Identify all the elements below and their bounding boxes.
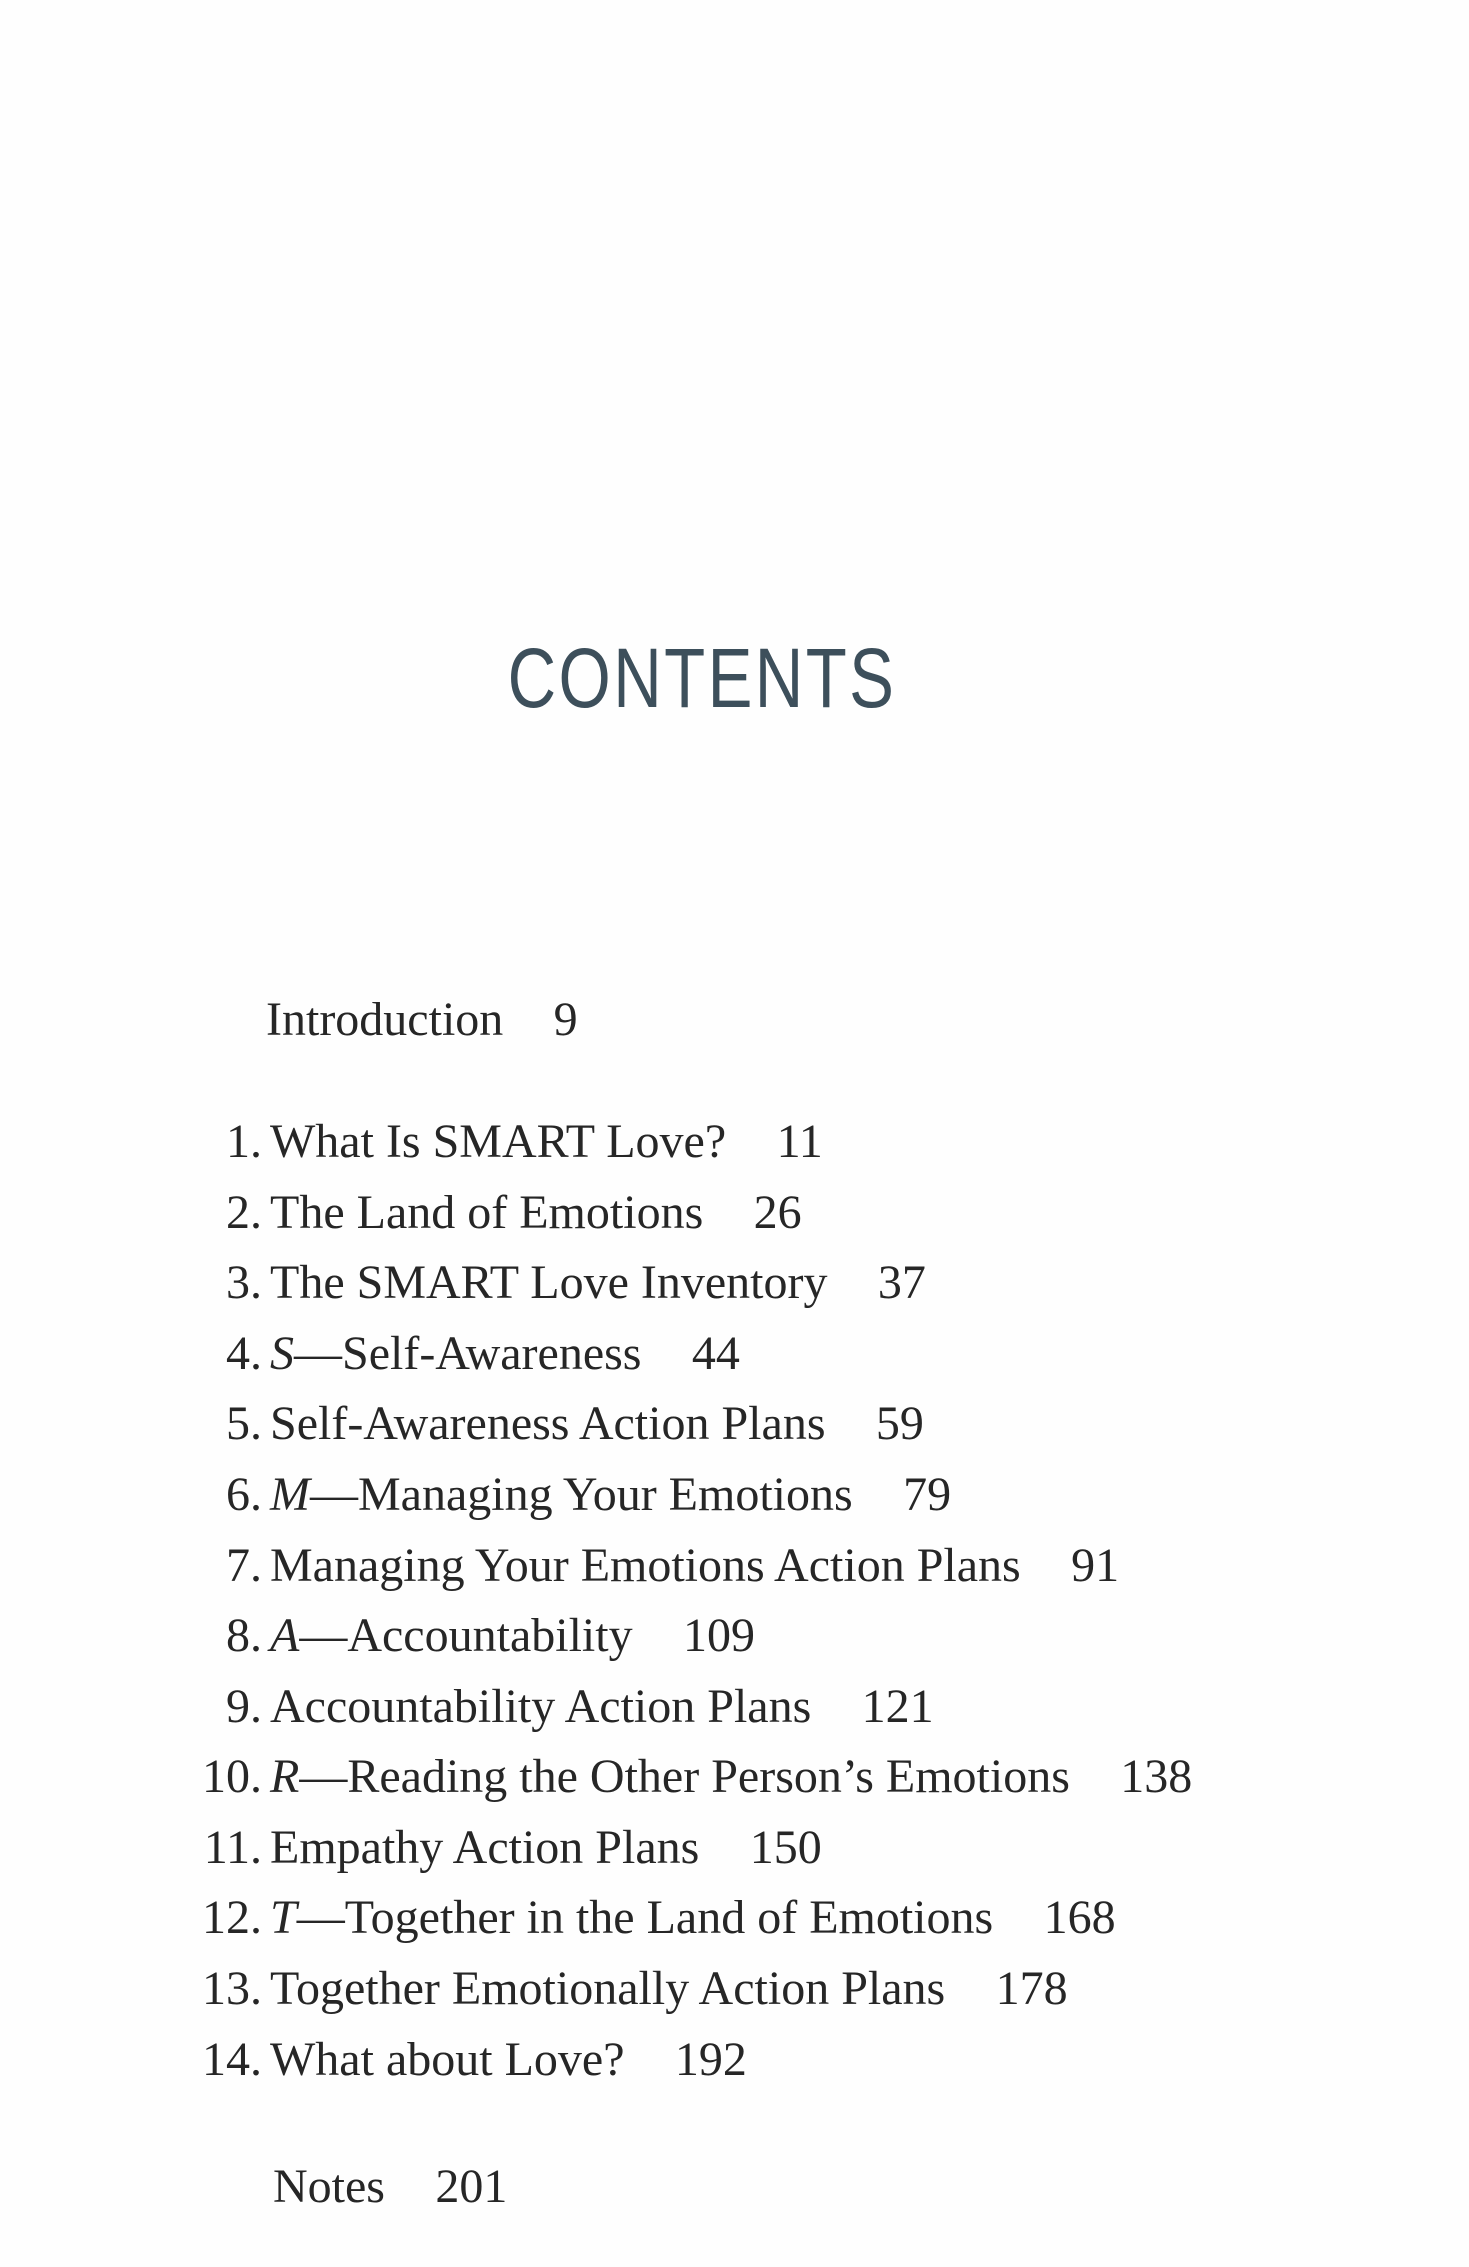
chapter-letter: S [270, 1327, 294, 1380]
toc-page-number: 150 [749, 1821, 822, 1874]
chapter-number: 9. [226, 1680, 262, 1733]
chapter-title: Accountability [347, 1609, 633, 1662]
toc-entry-title: Notes [273, 2160, 385, 2213]
toc-entry-text [270, 1539, 1120, 1592]
chapter-title: Self-Awareness Action Plans [270, 1397, 826, 1450]
toc-page-number: 79 [903, 1468, 952, 1521]
chapter-number: 2. [226, 1186, 262, 1239]
chapter-number: 1. [226, 1115, 262, 1168]
chapter-number: 11. [203, 1821, 262, 1874]
chapter-letter: T [270, 1891, 297, 1944]
chapter-number: 14. [202, 2033, 262, 2086]
em-dash: — [309, 1468, 358, 1521]
toc-page-number: 121 [861, 1680, 934, 1733]
chapter-number: 12. [202, 1891, 262, 1944]
toc-entry-text [270, 1609, 755, 1662]
chapter-title: Together in the Land of Emotions [344, 1891, 994, 1944]
chapter-title: What about Love? [270, 2033, 625, 2086]
chapter-number: 4. [226, 1327, 262, 1380]
toc-page-number: 59 [875, 1397, 924, 1450]
toc-entry-text [270, 1821, 822, 1874]
toc-page-number: 192 [674, 2033, 747, 2086]
chapter-number: 10. [202, 1750, 262, 1803]
toc-entry-text [270, 1680, 934, 1733]
toc-entry-text [273, 2160, 508, 2213]
toc-entry-text [270, 1891, 1116, 1944]
chapter-title: Managing Your Emotions [357, 1468, 853, 1521]
em-dash: — [299, 1750, 348, 1803]
chapter-title: The Land of Emotions [270, 1186, 704, 1239]
chapter-number: 6. [226, 1468, 262, 1521]
chapter-number: 5. [226, 1397, 262, 1450]
chapter-title: Reading the Other Person’s Emotions [347, 1750, 1070, 1803]
em-dash: — [294, 1327, 342, 1380]
toc-entry-text [270, 1256, 926, 1309]
chapter-letter: R [270, 1750, 300, 1803]
toc-page-number: 168 [1043, 1891, 1116, 1944]
em-dash: — [296, 1891, 345, 1944]
page-title: CONTENTS [507, 631, 897, 725]
toc-entry-text [270, 1962, 1068, 2015]
toc-page-number: 26 [753, 1186, 802, 1239]
chapter-title: Managing Your Emotions Action Plans [270, 1539, 1021, 1592]
toc-entry-text [270, 1115, 823, 1168]
chapter-letter: A [270, 1609, 300, 1662]
toc-page-number: 201 [435, 2160, 508, 2213]
toc-page-number: 37 [877, 1256, 926, 1309]
toc-page-number: 11 [776, 1115, 823, 1168]
toc-entry-text [270, 1327, 740, 1380]
toc-entry-text [266, 993, 578, 1046]
toc-entry-text [270, 1397, 924, 1450]
toc-entry-text [270, 2033, 747, 2086]
chapter-title: Self-Awareness [342, 1327, 642, 1380]
toc-entry-text [270, 1468, 952, 1521]
chapter-title: The SMART Love Inventory [270, 1256, 828, 1309]
chapter-title: What Is SMART Love? [270, 1115, 727, 1168]
toc-entry-title: Introduction [266, 993, 504, 1046]
chapter-number: 13. [202, 1962, 262, 2015]
chapter-number: 3. [226, 1256, 262, 1309]
chapter-title: Together Emotionally Action Plans [270, 1962, 946, 2015]
toc-page-number: 9 [553, 993, 578, 1046]
chapter-letter: M [270, 1468, 310, 1521]
toc-entry-text [270, 1750, 1193, 1803]
toc-page-number: 178 [995, 1962, 1068, 2015]
toc-entry-text [270, 1186, 802, 1239]
toc-page-number: 109 [682, 1609, 755, 1662]
chapter-title: Accountability Action Plans [270, 1680, 812, 1733]
toc-page-number: 44 [691, 1327, 740, 1380]
toc-page-number: 138 [1120, 1750, 1193, 1803]
chapter-title: Empathy Action Plans [270, 1821, 700, 1874]
chapter-number: 8. [226, 1609, 262, 1662]
em-dash: — [299, 1609, 348, 1662]
toc-page-number: 91 [1071, 1539, 1120, 1592]
chapter-number: 7. [226, 1539, 262, 1592]
